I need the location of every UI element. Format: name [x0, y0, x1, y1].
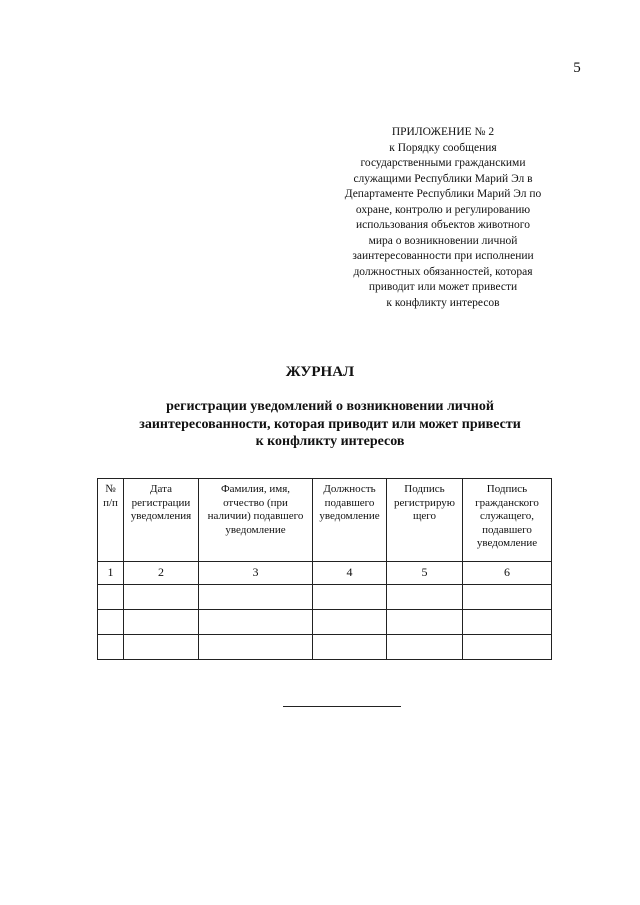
table-cell — [98, 610, 124, 635]
appendix-line: приводит или может привести — [368, 281, 518, 293]
journal-subtitle-line: к конфликту интересов — [255, 434, 405, 449]
appendix-line: использования объектов животного — [356, 219, 530, 231]
journal-subtitle-line: регистрации уведомлений о возникновении личной — [166, 399, 494, 414]
appendix-line: охране, контролю и регулированию — [355, 203, 531, 216]
table-cell — [199, 585, 313, 610]
table-cell — [313, 635, 387, 660]
table-row — [98, 610, 552, 635]
table-cell — [387, 585, 463, 610]
closing-divider — [283, 706, 401, 707]
table-cell — [98, 585, 124, 610]
appendix-line: ПРИЛОЖЕНИЕ № 2 — [391, 126, 495, 138]
table-cell — [199, 610, 313, 635]
appendix-line: заинтересованности при исполнении — [352, 250, 534, 262]
table-cell — [124, 635, 199, 660]
table-cell — [124, 585, 199, 610]
appendix-line: к конфликту интересов — [386, 296, 500, 309]
column-header-number: № п/п — [98, 479, 124, 562]
table-cell — [387, 610, 463, 635]
column-number: 4 — [313, 562, 387, 585]
appendix-line: мира о возникновении личной — [368, 234, 518, 247]
page-number: 5 — [573, 60, 581, 76]
table-cell — [124, 610, 199, 635]
table-cell — [463, 635, 552, 660]
appendix-line: служащими Республики Марий Эл в — [353, 172, 533, 185]
column-number: 6 — [463, 562, 552, 585]
table-cell — [313, 610, 387, 635]
table-row — [98, 635, 552, 660]
register-table — [97, 478, 552, 660]
column-number: 5 — [387, 562, 463, 585]
journal-subtitle — [120, 398, 540, 451]
column-number: 2 — [124, 562, 199, 585]
appendix-line: к Порядку сообщения — [389, 141, 497, 154]
table-cell — [463, 585, 552, 610]
column-header-servant-signature: Подпись гражданского служащего, подавшего уведомление — [463, 479, 552, 562]
appendix-line: должностных обязанностей, которая — [353, 265, 533, 278]
column-number: 1 — [98, 562, 124, 585]
table-header-row — [98, 479, 552, 562]
table-cell — [199, 635, 313, 660]
column-number: 3 — [199, 562, 313, 585]
journal-subtitle-line: заинтересованности, которая приводит или может привести — [139, 416, 521, 432]
table-cell — [463, 610, 552, 635]
appendix-header — [318, 125, 568, 311]
appendix-line: Департаменте Республики Марий Эл по — [344, 188, 542, 200]
table-cell — [98, 635, 124, 660]
column-header-registrar-signature: Подпись регистрирую щего — [387, 479, 463, 562]
column-header-full-name: Фамилия, имя, отчество (при наличии) подавшего уведомление — [199, 479, 313, 562]
table-row — [98, 585, 552, 610]
journal-title: ЖУРНАЛ — [285, 364, 355, 380]
column-header-position: Должность подавшего уведомление — [313, 479, 387, 562]
column-header-registration-date: Дата регистрации уведомления — [124, 479, 199, 562]
table-cell — [313, 585, 387, 610]
appendix-line: государственными гражданскими — [360, 157, 526, 169]
table-cell — [387, 635, 463, 660]
column-number-row — [98, 562, 552, 585]
